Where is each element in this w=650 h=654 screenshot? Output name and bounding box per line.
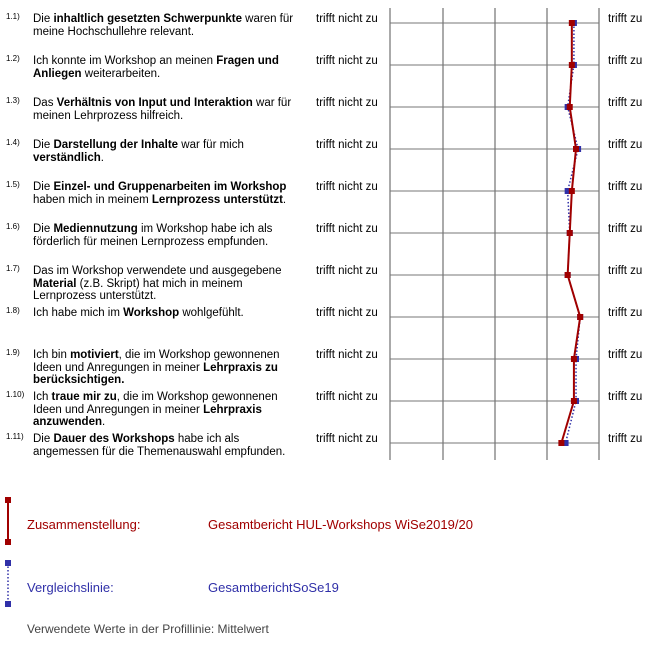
question-text: Die Dauer des Workshops habe ich als angemessen für die Themenauswahl empfunden. [33,433,286,458]
legend-compilation-marker [5,539,11,545]
legend-compilation-value: Gesamtbericht HUL-Workshops WiSe2019/20 [208,517,473,532]
legend-comparison-label: Vergleichslinie: [27,580,114,595]
compilation-point [567,104,573,110]
question-number: 1.5) [6,180,20,189]
question-number: 1.6) [6,222,20,231]
legend-symbols [5,497,11,607]
question-number: 1.9) [6,348,20,357]
question-text: Ich traue mir zu, die im Workshop gewonnenen Ideen und Anregungen in meiner Lehrpraxis anzuwenden. [33,391,278,428]
question-text: Die Mediennutzung im Workshop habe ich als förderlich für meinen Lernprozess empfunden. [33,223,273,248]
compilation-point [565,272,571,278]
scale-right-label: trifft zu [608,391,643,403]
question-number: 1.8) [6,306,20,315]
scale-left-label: trifft nicht zu [316,55,378,67]
scale-left-label: trifft nicht zu [316,223,378,235]
question-text: Ich bin motiviert, die im Workshop gewonnenen Ideen und Anregungen in meiner Lehrpraxis zu berücksichtigen. [33,349,280,386]
footnote: Verwendete Werte in der Profillinie: Mittelwert [27,622,269,636]
question-number: 1.1) [6,12,20,21]
scale-right-label: trifft zu [608,55,643,67]
question-text: Das im Workshop verwendete und ausgegebene Material (z.B. Skript) hat mich in meinem Lernprozess unterstützt. [33,265,282,302]
scale-left-label: trifft nicht zu [316,433,378,445]
legend-comparison-marker [5,601,11,607]
scale-right-label: trifft zu [608,223,643,235]
question-number: 1.11) [6,432,24,441]
question-number: 1.7) [6,264,20,273]
compilation-point [567,230,573,236]
scale-right-label: trifft zu [608,181,643,193]
scale-right-label: trifft zu [608,307,643,319]
scale-right-label: trifft zu [608,265,643,277]
scale-left-label: trifft nicht zu [316,13,378,25]
scale-right-label: trifft zu [608,349,643,361]
scale-right-label: trifft zu [608,433,643,445]
compilation-point [571,398,577,404]
legend-compilation-marker [5,497,11,503]
question-text: Das Verhältnis von Input und Interaktion war für meinen Lehrprozess hilfreich. [33,97,292,122]
legend-comparison-marker [5,560,11,566]
scale-left-label: trifft nicht zu [316,139,378,151]
question-text: Die Darstellung der Inhalte war für mich verständlich. [33,139,244,164]
compilation-point [571,356,577,362]
question-text: Ich habe mich im Workshop wohlgefühlt. [33,307,244,319]
scale-right-label: trifft zu [608,139,643,151]
question-number: 1.10) [6,390,25,399]
question-text: Die inhaltlich gesetzten Schwerpunkte waren für meine Hochschullehre relevant. [33,13,294,38]
question-number: 1.4) [6,138,20,147]
scale-left-label: trifft nicht zu [316,307,378,319]
legend-comparison-value: GesamtberichtSoSe19 [208,580,339,595]
question-number: 1.3) [6,96,20,105]
compilation-point [569,188,575,194]
compilation-point [569,62,575,68]
scale-right-label: trifft zu [608,97,643,109]
question-text: Ich konnte im Workshop an meinen Fragen und Anliegen weiterarbeiten. [33,55,279,80]
compilation-point [577,314,583,320]
compilation-point [573,146,579,152]
compilation-point [569,20,575,26]
scale-left-label: trifft nicht zu [316,349,378,361]
compilation-point [558,440,564,446]
scale-left-label: trifft nicht zu [316,97,378,109]
scale-left-label: trifft nicht zu [316,265,378,277]
scale-left-label: trifft nicht zu [316,181,378,193]
scale-left-label: trifft nicht zu [316,391,378,403]
question-text: Die Einzel- und Gruppenarbeiten im Workshop haben mich in meinem Lernprozess unterstützt. [33,181,287,206]
legend-compilation-label: Zusammenstellung: [27,517,141,532]
scale-right-label: trifft zu [608,13,643,25]
question-number: 1.2) [6,54,20,63]
